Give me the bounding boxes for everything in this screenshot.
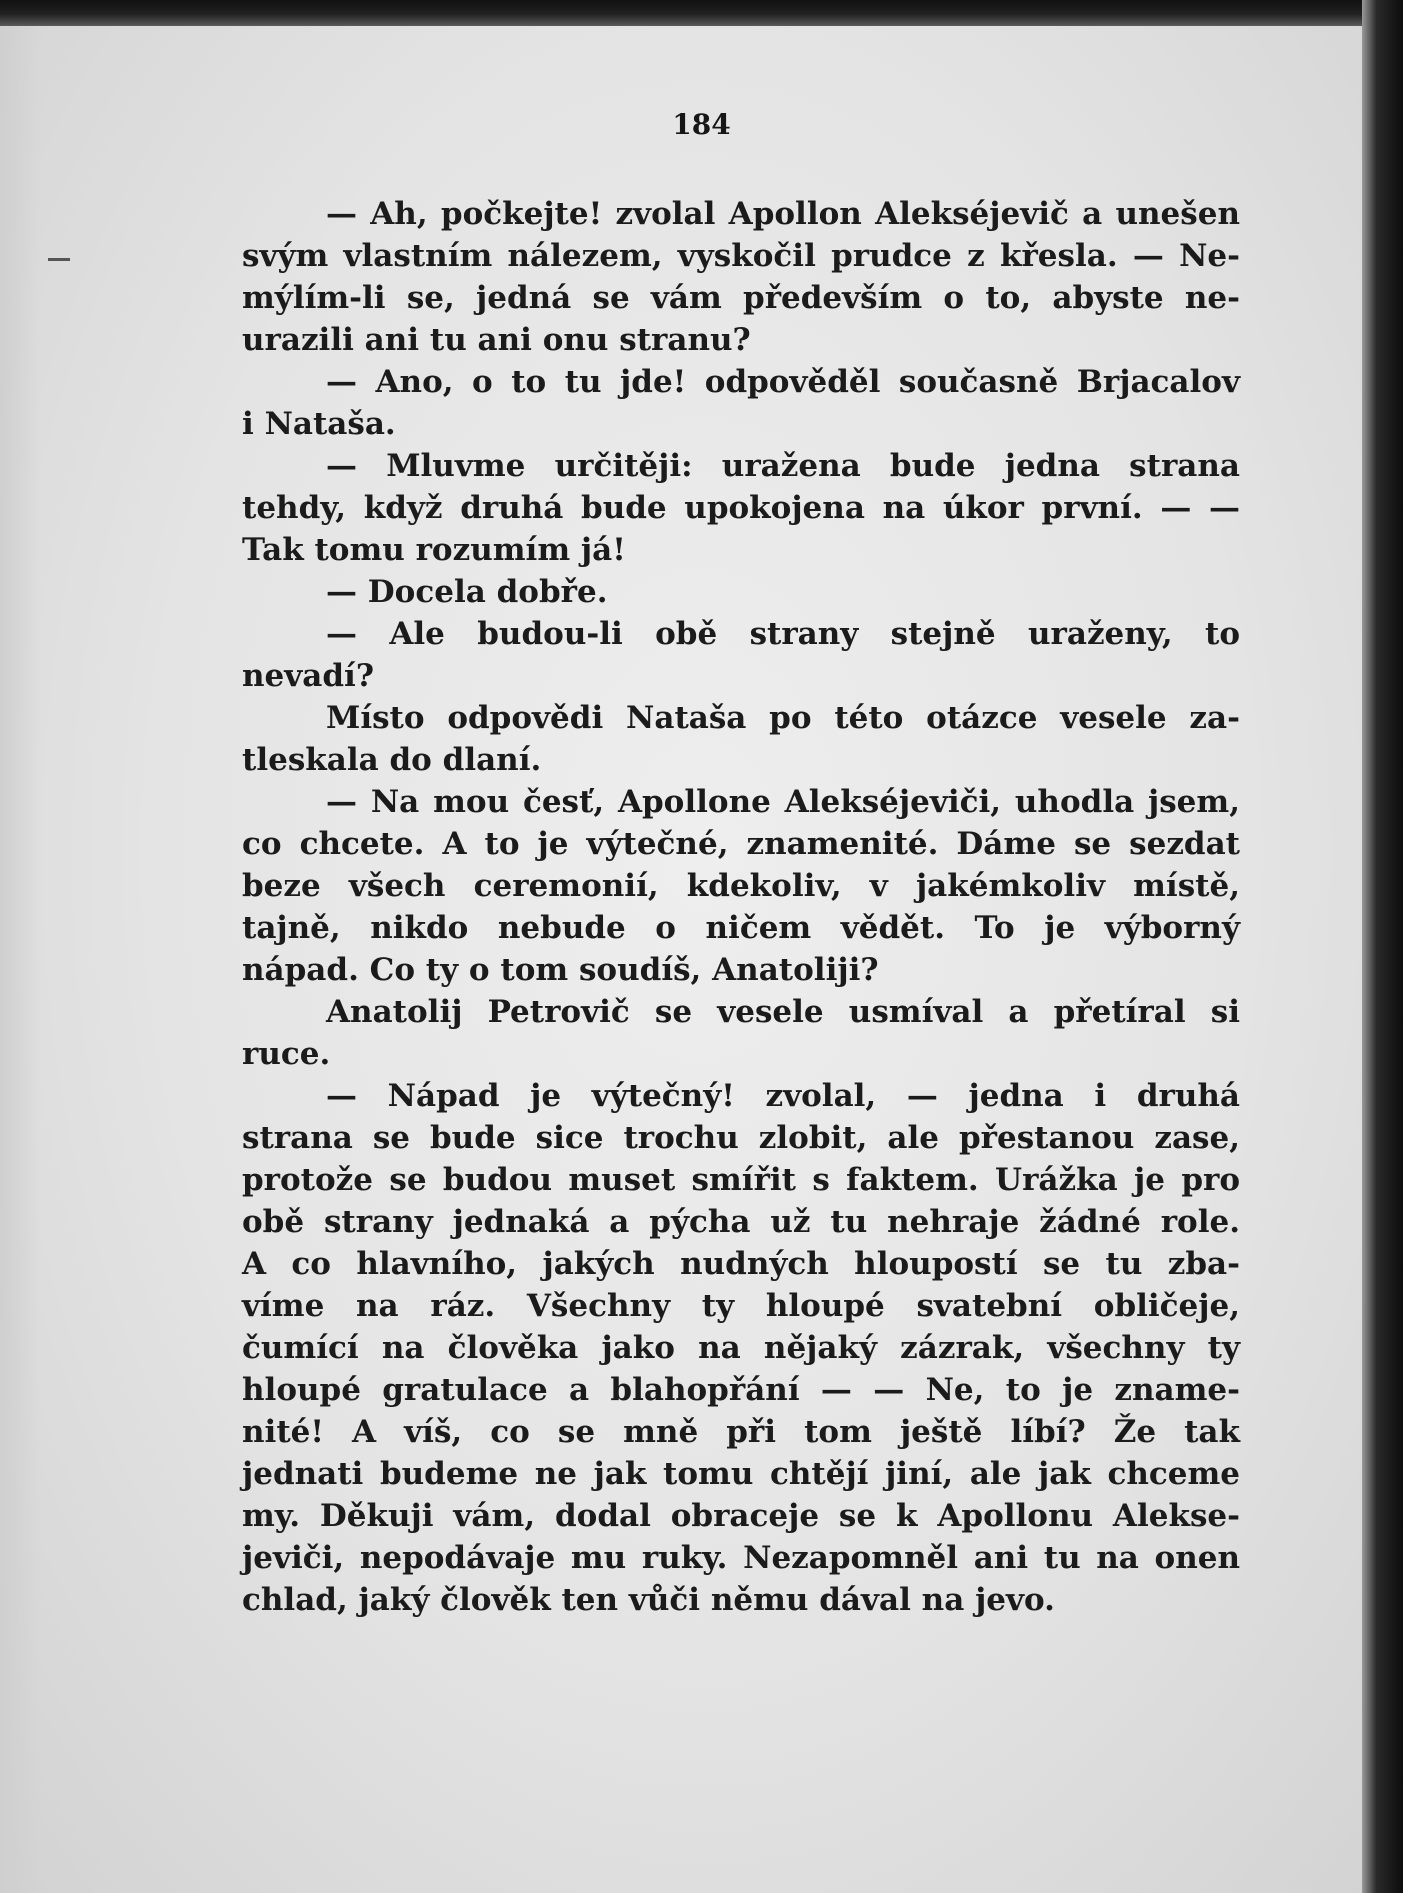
paragraph bbox=[242, 697, 1240, 781]
text-line: obě strany jednaká a pýcha už tu nehraje žádné role. bbox=[242, 1204, 1240, 1240]
text-line: svým vlastním nálezem, vyskočil prudce z křesla. — Ne- bbox=[242, 238, 1240, 274]
text-line: jeviči, nepodávaje mu ruky. Nezapomněl ani tu na onen bbox=[242, 1540, 1240, 1576]
text-line: — Ah, počkejte! zvolal Apollon Alekséjevič a unešen bbox=[326, 196, 1240, 232]
text-line: Anatolij Petrovič se vesele usmíval a přetíral si bbox=[326, 994, 1240, 1030]
text-line: strana se bude sice trochu zlobit, ale přestanou zase, bbox=[242, 1120, 1240, 1156]
text-line: nevadí? bbox=[242, 658, 374, 694]
paragraph bbox=[242, 193, 1240, 361]
body-text bbox=[242, 193, 1240, 1621]
text-line: ruce. bbox=[242, 1036, 331, 1072]
paragraph bbox=[242, 571, 1240, 613]
text-line: beze všech ceremonií, kdekoliv, v jakémkoliv místě, bbox=[242, 868, 1240, 904]
text-line: my. Děkuji vám, dodal obraceje se k Apollonu Alekse- bbox=[242, 1498, 1240, 1534]
paragraph bbox=[242, 361, 1240, 445]
text-line: čumící na člověka jako na nějaký zázrak, všechny ty bbox=[242, 1330, 1240, 1366]
text-line: nité! A víš, co se mně při tom ještě líbí? Že tak bbox=[242, 1414, 1240, 1450]
text-line: A co hlavního, jakých nudných hloupostí se tu zba- bbox=[242, 1246, 1240, 1282]
text-line: tehdy, když druhá bude upokojena na úkor první. — — bbox=[242, 490, 1240, 526]
text-line: — Nápad je výtečný! zvolal, — jedna i druhá bbox=[326, 1078, 1240, 1114]
scan-top-edge bbox=[0, 0, 1403, 26]
paragraph bbox=[242, 1075, 1240, 1621]
paragraph bbox=[242, 781, 1240, 991]
scan-right-edge bbox=[1362, 0, 1403, 1893]
text-line: jednati budeme ne jak tomu chtějí jiní, ale jak chceme bbox=[242, 1456, 1240, 1492]
text-line: — Ale budou-li obě strany stejně uraženy, to bbox=[326, 616, 1240, 652]
text-line: — Mluvme určitěji: uražena bude jedna strana bbox=[326, 448, 1240, 484]
paragraph bbox=[242, 445, 1240, 571]
text-line: nápad. Co ty o tom soudíš, Anatoliji? bbox=[242, 952, 879, 988]
scan-left-shade bbox=[0, 26, 40, 1893]
text-line: — Na mou česť, Apollone Alekséjeviči, uhodla jsem, bbox=[326, 784, 1240, 820]
page-number: 184 bbox=[672, 108, 731, 141]
paragraph bbox=[242, 613, 1240, 697]
text-line: Tak tomu rozumím já! bbox=[242, 532, 626, 568]
text-line: víme na ráz. Všechny ty hloupé svatební obličeje, bbox=[242, 1288, 1240, 1324]
text-line: protože se budou muset smířit s faktem. Urážka je pro bbox=[242, 1162, 1240, 1198]
text-line: tajně, nikdo nebude o ničem vědět. To je výborný bbox=[242, 910, 1240, 946]
text-line: Místo odpovědi Nataša po této otázce vesele za- bbox=[326, 700, 1240, 736]
text-line: urazili ani tu ani onu stranu? bbox=[242, 322, 751, 358]
text-line: chlad, jaký člověk ten vůči němu dával na jevo. bbox=[242, 1582, 1055, 1618]
text-line: co chcete. A to je výtečné, znamenité. Dáme se sezdat bbox=[242, 826, 1240, 862]
scan-margin-mark bbox=[48, 258, 70, 261]
text-line: hloupé gratulace a blahopřání — — Ne, to je zname- bbox=[242, 1372, 1240, 1408]
paragraph bbox=[242, 991, 1240, 1075]
text-line: mýlím-li se, jedná se vám především o to, abyste ne- bbox=[242, 280, 1240, 316]
text-line: tleskala do dlaní. bbox=[242, 742, 542, 778]
text-line: — Docela dobře. bbox=[326, 574, 608, 610]
text-line: — Ano, o to tu jde! odpověděl současně Brjacalov bbox=[326, 364, 1240, 400]
text-line: i Nataša. bbox=[242, 406, 396, 442]
